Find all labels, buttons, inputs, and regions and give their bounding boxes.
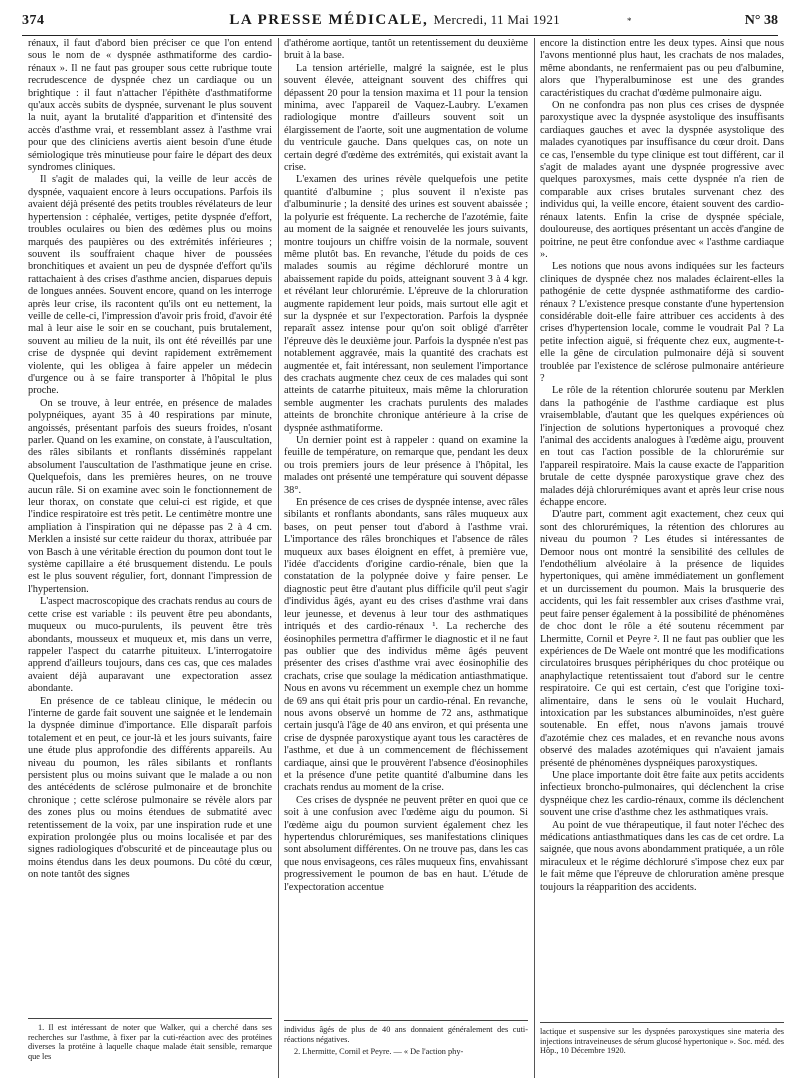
paragraph: Les notions que nous avons indiquées sur les facteurs cliniques de dyspnée chez nos malades éclairent-elles la pathogénie de cette dyspnée asthmatiforme des cardio-rénaux ? L'existence presque constante d'une hypertension considérable doit-elle faire attribuer ces accidents à des crises d'hypertension locale, comme le voudrait Pal ? La petite infection aiguë, si fréquente chez eux, augmente-t-elle la gêne de circulation pulmonaire déjà si souvent troublée par l'existence de sclérose pulmonaire antérieure ? [540,261,784,384]
paragraph: Une place importante doit être faite aux petits accidents infectieux broncho-pulmonaires, qui déclenchent la crise dyspnéique chez les cardio-rénaux, comme ils déclenchent souvent une crise d'asthme chez les asthmatiques vrais. [540,769,784,819]
paragraph: Un dernier point est à rappeler : quand on examine la feuille de température, on remarque que, pendant les deux ou trois premiers jours de leur présence à l'hôpital, les malades ont présenté une température qui souvent dépasse 38°. [284,435,528,496]
column-2 [284,38,528,1076]
column-body [540,38,784,894]
column-3 [540,38,784,1076]
column-divider [278,38,279,1078]
column-1 [28,38,272,1076]
footnotes [284,1020,528,1060]
header-mark: * [627,16,632,26]
paragraph: Il s'agit de malades qui, la veille de leur accès de dyspnée, vaquaient encore à leurs occupations. Parfois ils avaient déjà présenté des petits troubles révélateurs de leur hypertension : céphalée, vertiges, petite dyspnée d'effort, troubles oculaires ou bien des œdèmes plus ou moins marqués des paupières ou des extrémités inférieures ; souvent ils souffraient chaque hiver de poussées bronchitiques et avaient un peu de dyspnée d'effort qu'ils rattachaient à des crises d'asthme ancien, disparues depuis de longues années. Souvent encore, quand on les interroge après leur crise, ils racontent qu'ils ont eu nettement, la veille de celle-ci, l'impression d'avoir pris froid, d'avoir été mal à leur aise le soir en se couchant, puis brutalement, souvent au milieu de la nuit, ils ont été réveillés par une crise de dyspnée qui devint rapidement extrêmement violente, qui les obligea à faire appeler un médecin d'urgence ou à se faire transporter à l'hôpital le plus proche. [28,174,272,397]
paragraph: On ne confondra pas non plus ces crises de dyspnée paroxystique avec la dyspnée asystolique des insuffisants cardiaques gauches et avec la dyspnée asystolique des malades cyanotiques par insuffisance du cœur droit. Dans ce cas, l'ensemble du type clinique est tout différent, car il s'agit de malades ayant une dyspnée progressive avec quelques paroxysmes, mais cette dyspnée n'a rien de comparable aux crises brutales survenant chez des individus qui, la veille encore, étaient souvent des cardio-rénaux latents. Enfin la crise de dyspnée spéciale, douloureuse, des aortiques présentant un accès d'angine de poitrine, ne peut être confondue avec « l'asthme cardiaque ». [540,100,784,260]
paragraph: On se trouve, à leur entrée, en présence de malades polypnéiques, ayant 35 à 40 respirations par minute, angoissés, présentant parfois des sueurs froides, n'osant parler. Quand on les examine, on constate, à l'auscultation, des râles sibilants et ronflants disséminés rappelant absolument l'auscultation de l'asthmatique jeune en crise. Quelquefois, dans les premières heures, on ne trouve aucun râle. Si on examine avec soin le fonctionnement de leur thorax, on constate que celui-ci est rigide, et que l'indice respiratoire est très petit. Le centimètre montre une ampliation à l'inspiration qui ne dépasse pas 2 à 4 cm. Merklen a insisté sur cette raideur du thorax, attribuée par von Basch à une véritable érection du poumon dont tout le système capillaire a été brusquement distendu. Le pouls est le plus souvent régulier, fort, donnant l'impression de l'hypertension. [28,397,272,595]
paragraph: L'aspect macroscopique des crachats rendus au cours de cette crise est variable : ils peuvent être peu abondants, muqueux ou muco-purulents, ils peuvent être très abondants, mousseux et muqueux et, mis dans un verre, rappeler l'aspect du catarrhe pituiteux. L'interrogatoire apprend d'ailleurs toujours, dans ces cas, que ces malades avaient déjà auparavant une expectoration assez abondante. [28,596,272,695]
journal-name: LA PRESSE MÉDICALE, [229,12,429,28]
paragraph: L'examen des urines révèle quelquefois une petite quantité d'albumine ; plus souvent il n'existe pas d'albuminurie ; la densité des urines est souvent abaissée ; la polyurie est fréquente. La recherche de l'azotémie, faite au moment de la saignée et renouvelée les jours suivants, montre toujours un chiffre voisin de la normale, souvent même plutôt bas. En revanche, l'étude du poids de ces malades soumis au régime déchloruré montre un abaissement rapide du poids, atteignant souvent 3 à 4 kgr. et révélant leur chlorurémie. L'épreuve de la chloruration augmente rapidement leur poids, mais surtout elle agit et sur la dyspnée et sur l'expectoration. Parfois la dyspnée reparaît assez intense pour qu'on soit obligé d'arrêter l'épreuve dès le deuxième jour. Parfois la dyspnée n'est pas notablement aggravée, mais la quantité des crachats est augmentée et, fait intéressant, non seulement l'importance des crachats augmente chez ceux de ces malades qui sont atteints de catarrhe pituiteux, mais même la chloruration semble augmenter les crachats purulents des malades atteints de bronchite chronique antérieure à la crise de dyspnée asthmatiforme. [284,174,528,434]
column-body [28,38,272,882]
page-number: 374 [22,13,45,28]
footnote: 2. Lhermitte, Cornil et Peyre. — « De l'action phy- [294,1047,464,1057]
paragraph: d'athérome aortique, tantôt un retentissement du deuxième bruit à la base. [284,38,528,62]
paragraph: En présence de ces crises de dyspnée intense, avec râles sibilants et ronflants abondants, sans râles muqueux aux bases, on peut penser tout d'abord à l'asthme vrai. L'importance des râles bronchiques et l'absence de râles muqueux aux bases éloignent en effet, à première vue, l'idée d'accidents d'origine cardio-rénale, bien que la constatation de la polypnée doive y faire penser. Le diagnostic peut être d'autant plus difficile qu'il peut s'agir d'individus âgés, ayant eu des crises d'asthme vrai dans leur jeunesse, et devenus à leur tour des asthmatiques intriqués et des cardio-rénaux ¹. La recherche des éosinophiles permettra d'affirmer le diagnostic et il ne faut pas oublier que des individus même âgés peuvent présenter des crises d'asthme vrai avec éosinophilie des crachats, crise que soulage la médication antiasthmatique. Nous en avons vu récemment un exemple chez un homme de 69 ans qui était pris pour un cardio-rénal. En revanche, nous avons observé un homme de 72 ans, asthmatique certain jusqu'à l'âge de 40 ans environ, et qui présenta une crise de dyspnée paroxystique ayant tous les caractères de l'asthme, et due à un commencement de fléchissement cardiaque, ainsi que le prouvèrent l'absence d'éosinophiles et la présence d'une petite quantité d'albumine dans les crachats rendus au moment de la crise. [284,497,528,794]
column-divider [534,38,535,1078]
page-header [22,12,778,34]
paragraph: D'autre part, comment agit exactement, chez ceux qui sont des chlorurémiques, la rétention des chlorures au niveau du poumon ? Les études si intéressantes de Demoor nous ont montré la sensibilité des cellules de l'endothélium alvéolaire à la présence de liquides hypertoniques, qui amène immédiatement un gonflement et un durcissement du poumon. Mais la brusquerie des accidents, qui les fait ressembler aux crises d'asthme vrai, peut faire penser également à la possibilité de phénomènes de choc dont le rôle a été soutenu récemment par Lhermitte, Cornil et Peyre ². Il ne faut pas oublier que les expériences de De Waele ont montré que les modifications circulatoires brusques périphériques du choc protéique ou anaphylactique retentissaient tout d'abord sur le centre respiratoire. Ce qui est certain, c'est que l'origine toxi-alimentaire, dans le sens où le voulait Huchard, intoxication par les substances albuminoïdes, n'est guère soutenable. En effet, nous n'avons jamais trouvé d'azotémie chez ces malades, et en revanche nous avons observé des malades azotémiques qui n'avaient jamais présenté de phénomènes dyspnéiques paroxystiques. [540,509,784,769]
paragraph: rénaux, il faut d'abord bien préciser ce que l'on entend sous le nom de « dyspnée asthmatiforme des cardio-rénaux ». Il ne faut pas grouper sous cette rubrique toute recrudescence de dyspnée chez un cardiaque ou un brightique : il faut n'attacher l'épithète d'asthmatiforme qu'aux accès subits de dyspnée, survenant le plus souvent la nuit, ayant la brutalité d'apparition et d'intensité des accès d'asthme vrai, et ressemblant assez à l'asthme vrai pour que des cliniciens avertis aient besoin d'une étude sémiologique très minutieuse pour faire le départ des deux syndromes cliniques. [28,38,272,174]
issue-number: N° 38 [744,13,778,28]
footnote: lactique et suspensive sur les dyspnées paroxystiques sine materia des injections intraveineuses de sérum glucosé hypertonique ». Soc. méd. des Hôp., 10 Décembre 1920. [540,1027,784,1056]
paragraph: Ces crises de dyspnée ne peuvent prêter en quoi que ce soit à une confusion avec l'œdème aigu du poumon. Si l'œdème aigu du poumon survient également chez les hypertendus chlorurémiques, ses manifestations cliniques sont absolument différentes. On ne trouve pas, dans les cas que nous envisageons, ces râles muqueux fins, envahissant progressivement le poumon de bas en haut. L'étude de l'expectoration accentue [284,794,528,893]
header-rule [22,35,778,36]
paragraph: Le rôle de la rétention chlorurée soutenu par Merklen dans la pathogénie de l'asthme cardiaque est plus vraisemblable, d'autant que les quelques expériences où l'injection de solutions hypertoniques a provoqué chez l'animal des accidents analogues à l'œdème aigu, prouvent en tout cas l'action possible de la chlorurémie sur l'appareil respiratoire. Mais la cause exacte de l'apparition brutale de cette dyspnée paroxystique grave chez des malades déjà chlorurémiques avant et après leur crise nous échappe encore. [540,385,784,509]
footnotes [540,1022,784,1059]
paragraph: La tension artérielle, malgré la saignée, est le plus souvent élevée, atteignant souvent des chiffres qui dépassent 20 pour la tension maxima et 11 pour la tension minima, avec l'appareil de Vaquez-Laubry. L'examen radiologique montre d'ailleurs souvent soit un élargissement de l'aorte, soit une augmentation de volume du ventricule gauche. Dans quelques cas, on note un certain degré d'œdème des extrémités, qui existait avant la crise. [284,62,528,174]
footnote: 1. Il est intéressant de noter que Walker, qui a cherché dans ses recherches sur l'asthme, à fixer par la cuti-réaction avec des protéines diverses la protéine à laquelle chaque malade était sensible, remarque que les [28,1023,272,1061]
issue-date: Mercredi, 11 Mai 1921 [433,12,560,27]
paragraph: encore la distinction entre les deux types. Ainsi que nous l'avons mentionné plus haut, les crachats de nos malades, même abondants, ne renfermaient pas ou peu d'albumine, alors que l'hyperalbuminose est une des grandes caractéristiques du crachat d'œdème pulmonaire aigu. [540,38,784,99]
paragraph: En présence de ce tableau clinique, le médecin ou l'interne de garde fait souvent une saignée et le lendemain la dyspnée diminue d'importance. Elle disparaît parfois totalement et en peut, ce jour-là et les jours suivants, faire une étude plus approfondie des différents appareils. Au niveau du poumon, les râles sibilants et ronflants persistent plus ou moins suivant que le malade a ou non des antécédents de sclérose pulmonaire et de bronchite chronique ; cette sclérose pulmonaire se révèle alors par des zones plus ou moins étendues de submatité avec retentissement de la voix, par une inspiration rude et une expiration prolongée plus ou moins localisée et par des signes radiologiques d'obscurité et de pinceautage plus ou moins étendus dans les deux poumons. Du côté du cœur, on note tantôt des signes [28,695,272,881]
column-body [284,38,528,894]
footnotes [28,1018,272,1064]
paragraph: Au point de vue thérapeutique, il faut noter l'échec des médications antiasthmatiques dans les cas de cet ordre. La saignée, que nous avons abondamment pratiquée, a un rôle miraculeux et le régime déchloruré s'impose chez eux par le fait même que l'épreuve de chloruration amène presque toujours la réapparition des accidents. [540,819,784,893]
footnote: individus âgés de plus de 40 ans donnaient généralement des cuti-réactions négatives. [284,1025,528,1044]
running-title [229,12,560,29]
